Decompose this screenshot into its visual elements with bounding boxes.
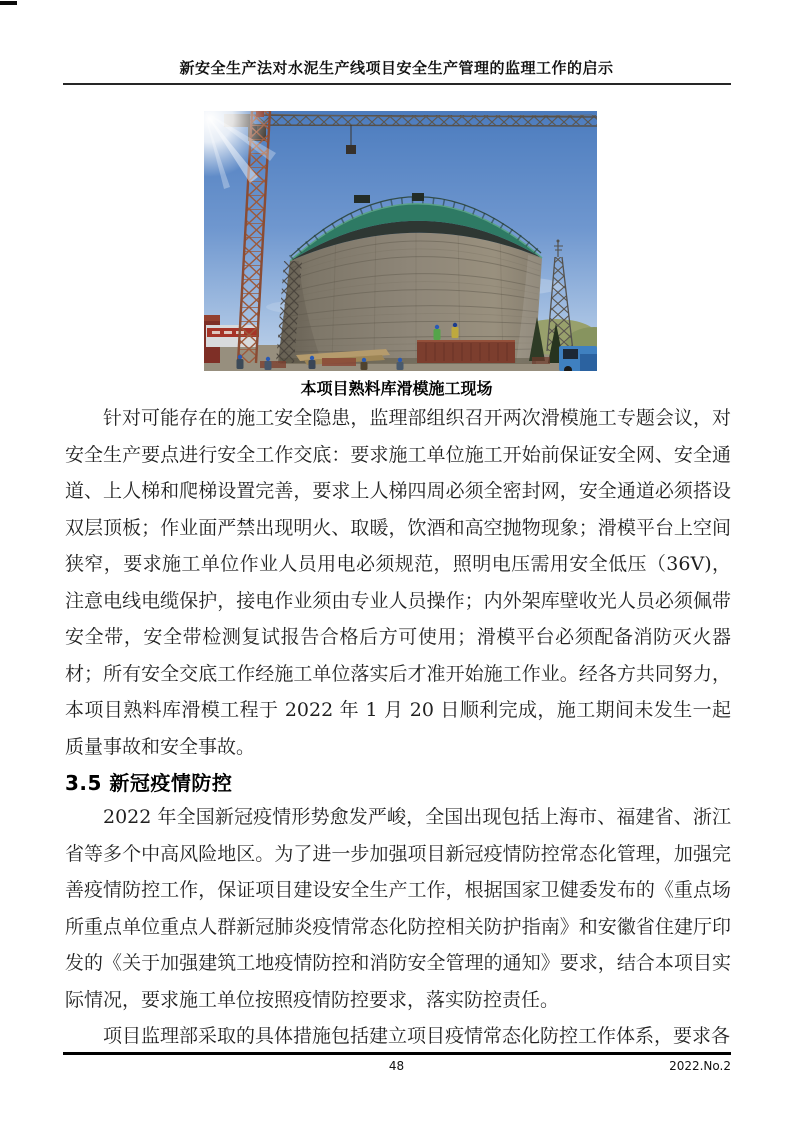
paragraph-epidemic-overview: 2022 年全国新冠疫情形势愈发严峻，全国出现包括上海市、福建省、浙江省等多个中高风险地区。为了进一步加强项目新冠疫情防控常态化管理，加强完善疫情防控工作，保证项目建设安全生产工作，根据国家卫健委发布的《重点场所重点单位重点人群新冠肺炎疫情常态化防控相关防护指南》和安徽省住建厅印发的《关于加强建筑工地疫情防控和消防安全管理的通知》要求，结合本项目实际情况，要求施工单位按照疫情防控要求，落实防控责任。 [65,806,731,1011]
issue-label: 2022.No.2 [669,1059,731,1073]
figure-caption: 本项目熟料库滑模施工现场 [300,379,493,398]
crane-hook-block [346,145,356,154]
page-number: 48 [388,1059,405,1073]
blue-truck [559,346,597,371]
page-header-title: 新安全生产法对水泥生产线项目安全生产管理的监理工作的启示 [179,59,614,77]
header-rule [63,83,731,85]
paragraph-slipform-safety: 针对可能存在的施工安全隐患，监理部组织召开两次滑模施工专题会议，对安全生产要点进行安全工作交底：要求施工单位施工开始前保证安全网、安全通道、上人梯和爬梯设置完善，要求上人梯四周必须全密封网，安全通道必须搭设双层顶板；作业面严禁出现明火、取暖，饮酒和高空抛物现象；滑模平台上空间狭窄，要求施工单位作业人员用电必须规范，照明电压需用安全低压（36V)，注意电线电缆保护，接电作业须由专业人员操作；内外架库壁收光人员必须佩带安全带，安全带检测复试报告合格后方可使用；滑模平台必须配备消防灭火器材；所有安全交底工作经施工单位落实后才准开始施工作业。经各方共同努力，本项目熟料库滑模工程于 2022 年 1 月 20 日顺利完成，施工期间未发生一起质量事故和安全事故。 [65,407,731,758]
photo-illustration [204,111,597,371]
scan-corner-mark [0,1,17,5]
construction-site-photo [204,111,597,371]
formwork-panel-stack [417,341,515,363]
footer-rule [63,1052,731,1055]
paragraph-supervision-measures: 项目监理部采取的具体措施包括建立项目疫情常态化防控工作体系，要求各 [103,1025,731,1047]
section-heading-3-5: 3.5 新冠疫情防控 [65,771,233,795]
article-body [65,400,731,1055]
